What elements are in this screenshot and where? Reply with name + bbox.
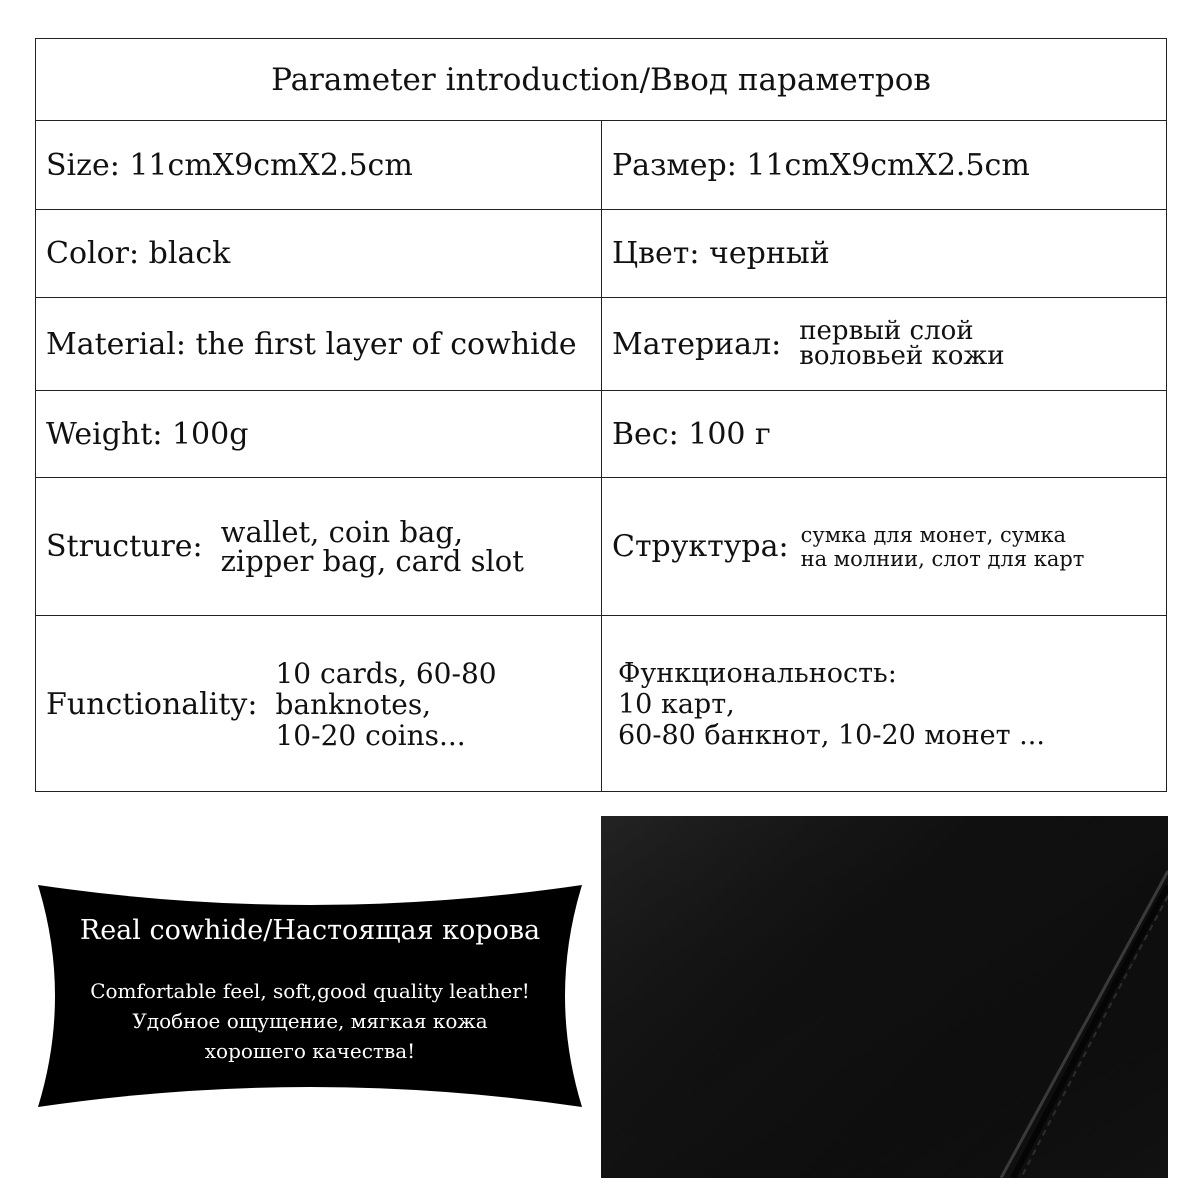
functionality-en-line: 10 cards, 60-80 (275, 656, 497, 690)
spec-table (35, 38, 1167, 792)
table-row (36, 210, 1166, 298)
structure-ru-line: сумка для монет, сумка (800, 522, 1067, 547)
size-en: Size: 11cmX9cmX2.5cm (46, 147, 413, 183)
material-ru-line: первый слой (799, 316, 974, 346)
structure-ru-label: Структура: (612, 529, 789, 564)
banner-line: Comfortable feel, soft,good quality leather! (90, 979, 530, 1003)
table-row (36, 616, 1166, 792)
structure-ru-value (801, 523, 1085, 571)
structure-en-label: Structure: (46, 529, 203, 564)
functionality-en-line: banknotes, (275, 687, 432, 721)
functionality-ru-value (618, 658, 1045, 751)
material-ru-label: Материал: (612, 326, 782, 362)
color-ru: Цвет: черный (601, 210, 1166, 297)
functionality-en (36, 616, 601, 792)
functionality-en-line: 10-20 coins... (275, 718, 466, 752)
functionality-ru (601, 616, 1166, 792)
table-row (36, 478, 1166, 616)
table-row (36, 391, 1166, 478)
structure-en-value (220, 514, 524, 578)
material-ru (601, 298, 1166, 390)
table-row (36, 298, 1166, 391)
leather-texture (601, 816, 1168, 1178)
weight-en: Weight: 100g (46, 416, 249, 452)
structure-ru (601, 478, 1166, 615)
functionality-ru-line: Функциональность: (618, 657, 897, 689)
banner-text (38, 976, 582, 1066)
leather-photo (601, 816, 1168, 1178)
structure-en-line: wallet, coin bag, (220, 514, 464, 549)
functionality-ru-line: 10 карт, (618, 688, 735, 720)
material-ru-line: воловьей кожи (799, 341, 1005, 371)
color-en: Color: black (46, 236, 231, 271)
banner-title: Real cowhide/Настоящая корова (79, 915, 541, 946)
material-ru-value (799, 316, 1005, 371)
weight-ru: Вес: 100 г (601, 391, 1166, 477)
structure-ru-line: на молнии, слот для карт (800, 546, 1085, 571)
structure-en (36, 478, 601, 615)
banner-line: Удобное ощущение, мягкая кожа (132, 1009, 488, 1033)
table-row (36, 121, 1166, 210)
material-en: Material: the first layer of cowhide (46, 326, 577, 362)
size-ru: Размер: 11cmX9cmX2.5cm (601, 121, 1166, 209)
functionality-ru-line: 60-80 банкнот, 10-20 монет ... (618, 719, 1045, 751)
structure-en-line: zipper bag, card slot (220, 543, 524, 578)
functionality-en-value (275, 658, 496, 751)
table-title: Parameter introduction/Ввод параметров (36, 39, 1166, 121)
leather-banner (38, 885, 582, 1107)
banner-line: хорошего качества! (204, 1039, 416, 1063)
functionality-en-label: Functionality: (46, 686, 258, 722)
